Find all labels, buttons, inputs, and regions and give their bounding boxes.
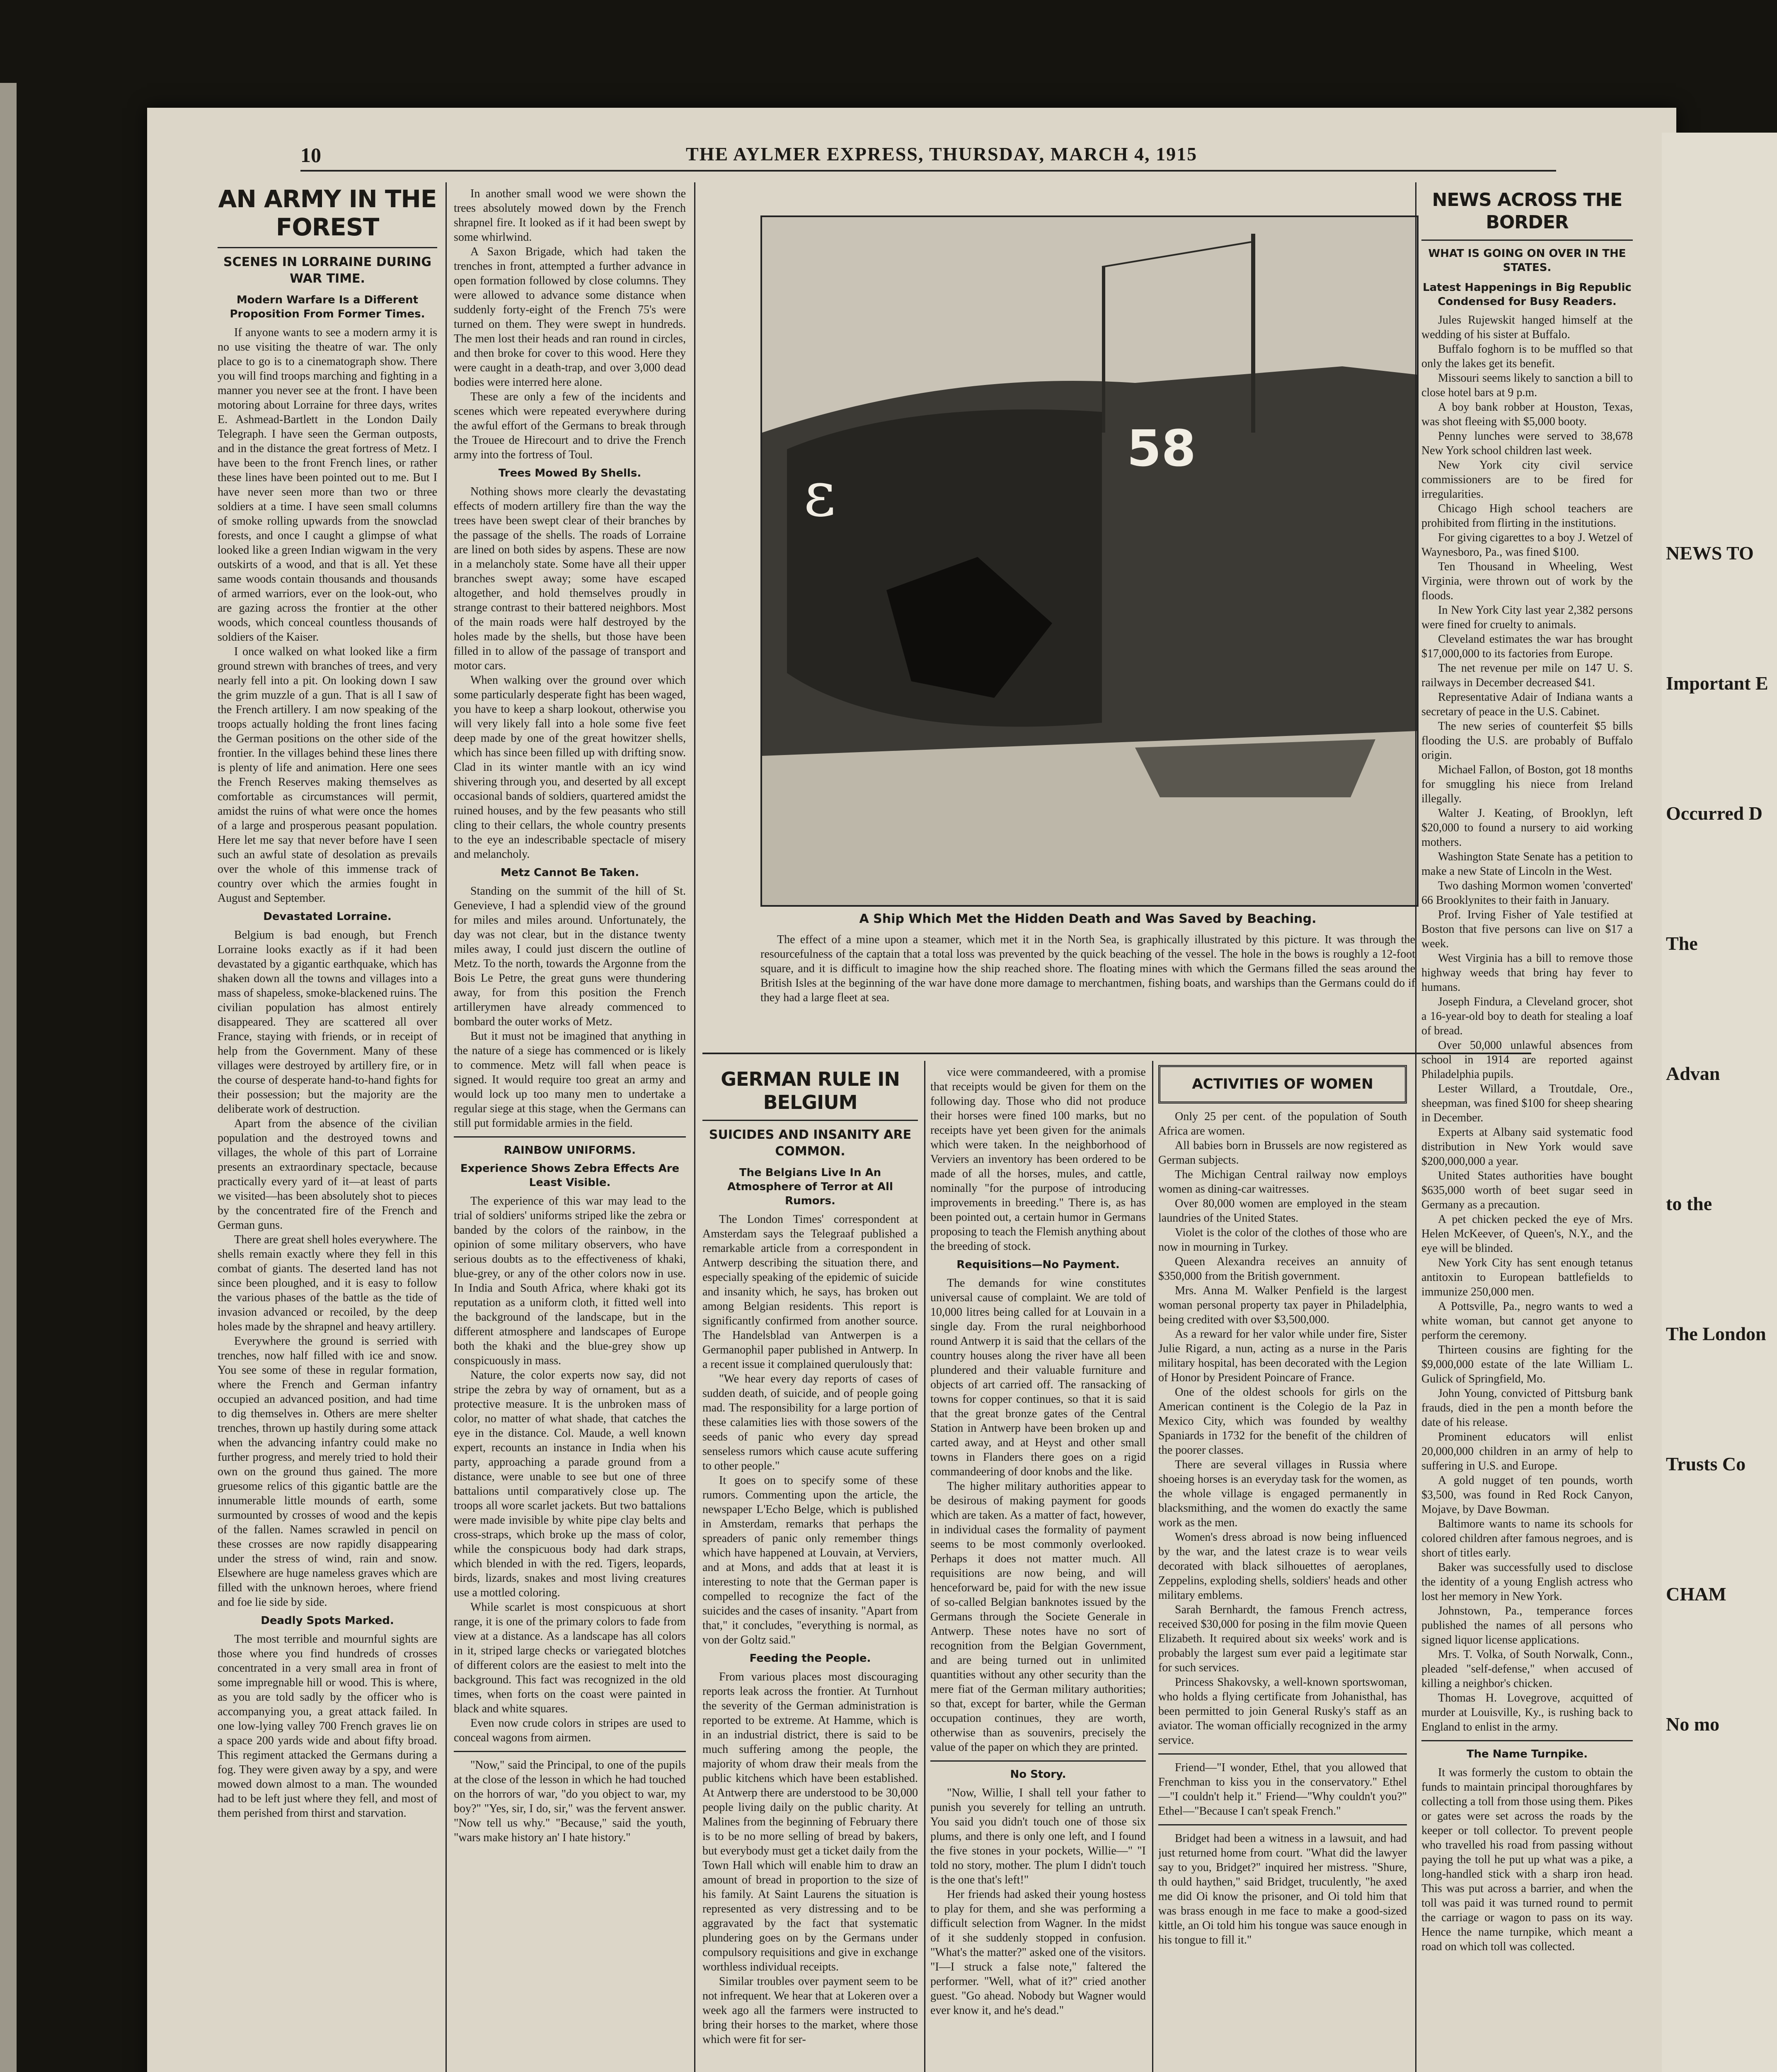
- news-item: Buffalo foghorn is to be muffled so that only the lakes get its benefit.: [1421, 343, 1633, 370]
- paragraph: The demands for wine constitutes universal cause of complaint. We are told of 10,000 litres being called for at Louvain in a single day. From the rural neighborhood round Antwerp it is said that the cellars of the country houses along the river have all been plundered and their valuable furniture and objects of art carried off. The ransacking of towns for copper continues, so that it is said that the great bronze gates of the Central Station in Antwerp have been broken up and carted away, and at Heyst and other small towns in Flanders there goes on a rigid commandeering of door knobs and the like.: [930, 1277, 1146, 1478]
- paragraph: "Now," said the Principal, to one of the pupils at the close of the lesson in which he had touched on the horrors of war, "do you object to war, my boy?" "Yes, sir, I do, sir," was the fervent answer. "Now tell us why." "Because," said the youth, "wars make history an' I hate history.": [454, 1759, 686, 1844]
- paragraph: It goes on to specify some of these rumors. Commenting upon the article, the newspaper L'Echo Belge, which is published in Amsterdam, remarks that perhaps the spreaders of panic only remember things which have happened at Louvain, at Verviers, and at Mons, and adds that at least it is interesting to note that the German paper is compelled to recognize the fact of the suicides and the cases of insanity. "Apart from that," it concludes, "everything is normal, as von der Goltz said.": [702, 1474, 918, 1646]
- paragraph: From various places most discouraging reports leak across the frontier. At Turnhout the severity of the German administration is reported to be extreme. At Hamme, which is in an industrial district, there is said to be much suffering among the people, the majority of whom draw their meals from the public kitchens which have been established. At Antwerp there are understood to be 30,000 people living daily on the public charity. At Malines from the beginning of February there is to be no more selling of bread by bakers, but everybody must get a ticket daily from the Town Hall which will enable him to draw an amount of bread in proportion to the size of his family. At Saint Laurens the situation is represented as very distressing and to be aggravated by the fact that systematic plundering goes on by the Germans under compulsory requisitions and give in exchange worthless individual receipts.: [702, 1670, 918, 1973]
- section-rule: [702, 1053, 1531, 1054]
- news-item: Thirteen cousins are fighting for the $9,000,000 estate of the late William L. Gulick of Springfield, Mo.: [1421, 1343, 1633, 1385]
- activities-of-women-title: ACTIVITIES OF WOMEN: [1158, 1065, 1407, 1104]
- paragraph: Her friends had asked their young hostess to play for them, and she was performing a difficult selection from Wagner. In the midst of it she suddenly stopped in confusion. "What's the matter?" asked one of the visitors. "I—I struck a false note," faltered the performer. "Well, what of it?" cried another guest. "Go ahead. Nobody but Wagner would ever know it, and he's dead.": [930, 1888, 1146, 2017]
- right-page-fragment-text: CHAM: [1666, 1583, 1726, 1605]
- right-page-fragment: [1662, 133, 1777, 2072]
- paragraph: Sarah Bernhardt, the famous French actress, received $30,000 for posing in the film movie Queen Elizabeth. It required about six weeks' work and is probably the largest sum ever paid a legitimate star for such services.: [1158, 1603, 1407, 1674]
- paragraph: When walking over the ground over which some particularly desperate fight has been waged, you have to keep a sharp lookout, otherwise you will very likely fall into a hole some five feet deep made by one of the great howitzer shells, which has since been filled up with drifting snow. Clad in its winter mantle with an icy wind shivering through you, and deserted by all except occasional bands of soldiers, quartered amidst the ruined houses, and by the few peasants who still cling to their cellars, the whole country presents to the eye an indescribable spectacle of misery and melancholy.: [454, 674, 686, 861]
- news-item: West Virginia has a bill to remove those highway weeds that bring hay fever to humans.: [1421, 952, 1633, 994]
- column-divider: [1415, 182, 1416, 2072]
- headline-german-rule: GERMAN RULE IN BELGIUM: [721, 1068, 900, 1113]
- right-page-fragment-text: Occurred D: [1666, 803, 1762, 824]
- paragraph: Mrs. Anna M. Walker Penfield is the largest woman personal property tax payer in Philadelphia, being credited with over $3,500,000.: [1158, 1284, 1407, 1326]
- section-heading: The Name Turnpike.: [1466, 1748, 1588, 1760]
- news-item: A pet chicken pecked the eye of Mrs. Helen McKeever, of Queen's, N.Y., and the eye will be blinded.: [1421, 1213, 1633, 1255]
- news-item: Johnstown, Pa., temperance forces published the names of all persons who signed liquor license applications.: [1421, 1605, 1633, 1646]
- paragraph: Only 25 per cent. of the population of South Africa are women.: [1158, 1110, 1407, 1138]
- paragraph: The experience of this war may lead to the trial of soldiers' uniforms striped like the zebra or banded by the colors of the rainbow, in the opinion of some military observers, who have serious doubts as to the effectiveness of khaki, blue-grey, or any of the other colors now in use. In India and South Africa, where khaki got its reputation as a uniform cloth, it fitted well into the background of the landscape, but in the different atmosphere and landscapes of Europe both the khaki and the blue-grey show up conspicuously in mass.: [454, 1195, 686, 1367]
- news-item: Ten Thousand in Wheeling, West Virginia, were thrown out of work by the floods.: [1421, 560, 1633, 602]
- paragraph: "Now, Willie, I shall tell your father to punish you severely for telling an untruth. You said you didn't touch one of those six plums, and there is only one left, and I found the five stones in your pockets, Willie—" "I told no story, mother. The plum I didn't touch is the one that's left!": [930, 1786, 1146, 1886]
- headline-army-forest: AN ARMY IN THE FOREST: [218, 185, 437, 241]
- news-item: John Young, convicted of Pittsburg bank frauds, died in the pen a month before the date of his release.: [1421, 1387, 1633, 1429]
- right-page-fragment-text: Important E: [1666, 673, 1768, 694]
- news-item: Walter J. Keating, of Brooklyn, left $20,000 to found a nursery to aid working mothers.: [1421, 807, 1633, 849]
- news-item: A Pottsville, Pa., negro wants to wed a white woman, but cannot get anyone to perform the ceremony.: [1421, 1300, 1633, 1342]
- news-item: A boy bank robber at Houston, Texas, was shot fleeing with $5,000 booty.: [1421, 401, 1633, 428]
- paragraph: But it must not be imagined that anything in the nature of a siege has commenced or is likely to commence. Metz will fall when peace is signed. It would require too great an army and would lock up too many men to undertake a regular siege at this stage, when the Germans can still put formidable armies in the field.: [454, 1030, 686, 1130]
- paragraph: These are only a few of the incidents and scenes which were repeated everywhere during the awful effort of the Germans to break through the Trouee de Hirecourt and to drive the French army into the fortress of Toul.: [454, 390, 686, 461]
- rule: [1158, 1753, 1407, 1755]
- column-german-rule-continued: [930, 1065, 1146, 2072]
- section-heading: Metz Cannot Be Taken.: [500, 867, 639, 879]
- news-item: A gold nugget of ten pounds, worth $3,500, was found in Red Rock Canyon, Mojave, by Dave Bowman.: [1421, 1474, 1633, 1516]
- section-heading: RAINBOW UNIFORMS.: [504, 1144, 636, 1157]
- rule: [454, 1136, 686, 1138]
- paragraph: In another small wood we were shown the trees absolutely mowed down by the French shrapnel fire. It looked as if it had been swept by some whirlwind.: [454, 187, 686, 244]
- paragraph: Apart from the absence of the civilian population and the destroyed towns and villages, the whole of this part of Lorraine presents an extraordinary spectacle, because practically every yard of it—at least of parts we visited—has been absolutely shot to pieces by the concentrated fire of the French and German guns.: [218, 1117, 437, 1232]
- section-heading: No Story.: [1010, 1768, 1066, 1781]
- paragraph: Even now crude colors in stripes are used to conceal wagons from airmen.: [454, 1717, 686, 1744]
- hull-number: 58: [1127, 420, 1196, 478]
- rule: [218, 247, 437, 248]
- column-divider: [445, 182, 447, 2072]
- subhead: Modern Warfare Is a Different Proposition From Former Times.: [230, 294, 425, 320]
- paragraph: A Saxon Brigade, which had taken the trenches in front, attempted a further advance in open formation followed by close columns. They were allowed to advance some distance when suddenly forty-eight of the French 75's were turned on them. They were swept in hundreds. The men lost their heads and ran round in circles, and then broke for cover to this wood. Here they were caught in a death-trap, and over 3,000 dead bodies were interred here alone.: [454, 245, 686, 389]
- paragraph: The London Times' correspondent at Amsterdam says the Telegraaf published a remarkable article from a correspondent in Antwerp describing the situation there, and especially speaking of the epidemic of suicide and insanity which, he says, has broken out among Belgian residents. This report is significantly confirmed from another source. The Handelsblad van Antwerpen is a Germanophil paper published in Antwerp. In a recent issue it complained querulously that:: [702, 1213, 918, 1371]
- column-army-continued: [454, 186, 686, 2072]
- subhead: Latest Happenings in Big Republic Condensed for Busy Readers.: [1423, 281, 1632, 308]
- rule: [702, 1120, 918, 1121]
- subhead: SCENES IN LORRAINE DURING WAR TIME.: [223, 255, 431, 286]
- right-page-fragment-text: to the: [1666, 1193, 1712, 1214]
- right-page-fragment-text: Advan: [1666, 1063, 1720, 1084]
- paragraph: Nothing shows more clearly the devastating effects of modern artillery fire than the way the trees have been swept clear of their branches by the passage of the shells. The roads of Lorraine are lined on both sides by aspens. These are now in a melancholy state. Some have all their upper branches swept away; some have escaped altogether, and hold themselves proudly in strange contrast to their battered neighbors. Most of the main roads were half destroyed by the holes made by the shells, but those have been filled in to allow of the passage of transport and motor cars.: [454, 485, 686, 672]
- section-heading: Feeding the People.: [749, 1652, 871, 1665]
- bow-emblem: ɛ: [804, 458, 836, 530]
- news-item: Joseph Findura, a Cleveland grocer, shot a 16-year-old boy to death for stealing a loaf of bread.: [1421, 995, 1633, 1037]
- masthead-rule: [300, 170, 1556, 172]
- rule: [1158, 1824, 1407, 1825]
- news-item: Baltimore wants to name its schools for colored children after famous negroes, and is short of titles early.: [1421, 1518, 1633, 1559]
- subhead: SUICIDES AND INSANITY ARE COMMON.: [709, 1128, 912, 1159]
- ship-illustration: [760, 215, 1419, 907]
- paragraph: As a reward for her valor while under fire, Sister Julie Rigard, a nun, acting as a nurse in the Paris military hospital, has been decorated with the Legion of Honor by President Poincare of France.: [1158, 1328, 1407, 1384]
- paragraph: The Michigan Central railway now employs women as dining-car waitresses.: [1158, 1168, 1407, 1196]
- paragraph: All babies born in Brussels are now registered as German subjects.: [1158, 1139, 1407, 1167]
- news-item: The net revenue per mile on 147 U. S. railways in December decreased $41.: [1421, 662, 1633, 689]
- section-heading: Requisitions—No Payment.: [956, 1259, 1120, 1271]
- news-item: Mrs. T. Volka, of South Norwalk, Conn., pleaded "self-defense," when accused of killing a neighbor's chicken.: [1421, 1648, 1633, 1690]
- right-page-text: [1662, 133, 1777, 1739]
- right-page-fragment-text: The: [1666, 933, 1698, 954]
- paragraph: The most terrible and mournful sights are those where you find hundreds of crosses concentrated in a very small area in front of some impregnable hill or wood. This is where, as you are told sadly by the officer who is accompanying you, a great attack failed. In one low-lying valley 700 French graves lie on a space 200 yards wide and about fifty broad. This regiment attacked the Germans during a fog. They were given away by a spy, and were mowed down almost to a man. The wounded had to be left just where they fell, and most of them perished from thirst and starvation.: [218, 1633, 437, 1820]
- paragraph: I once walked on what looked like a firm ground strewn with branches of trees, and very nearly fell into a pit. On looking down I saw the grim muzzle of a gun. That is all I saw of the French artillery. I am now speaking of the troops actually holding the front lines facing the German positions on the other side of the frontier. In the villages behind these lines there is plenty of life and animation. Here one sees the French Reserves making themselves as comfortable as circumstances will permit, amidst the ruins of what were once the homes of a large and prosperous peasant population. Here let me say that never before have I seen such an awful state of desolation as prevails over the whole of this immense track of country over which the armies fought in August and September.: [218, 645, 437, 905]
- news-item: Missouri seems likely to sanction a bill to close hotel bars at 9 p.m.: [1421, 372, 1633, 399]
- paragraph: "We hear every day reports of cases of sudden death, of suicide, and of people going mad. The responsibility for a large portion of these calamities lies with those sowers of the seeds of panic who every day spread senseless rumors which cause acute suffering to other people.": [702, 1372, 918, 1472]
- rule: [1421, 240, 1633, 241]
- right-page-fragment-text: No mo: [1666, 1714, 1720, 1735]
- news-item: United States authorities have bought $635,000 worth of beet sugar seed in Germany as a precaution.: [1421, 1169, 1633, 1211]
- column-divider: [924, 1061, 925, 2072]
- column-german-rule: [702, 1065, 918, 2072]
- news-item: New York city civil service commissioners are to be fired for irregularities.: [1421, 459, 1633, 501]
- news-item: Jules Rujewskit hanged himself at the wedding of his sister at Buffalo.: [1421, 314, 1633, 341]
- headline-news-across-border: NEWS ACROSS THE BORDER: [1432, 189, 1622, 233]
- illustration-body: The effect of a mine upon a steamer, which met it in the North Sea, is graphically illustrated by this picture. It was through the resourcefulness of the captain that a total loss was prevented by the quick beaching of the vessel. The hole in the bows is roughly a 12-foot square, and it is difficult to imagine how the ship reached shore. The floating mines with which the Germans filled the seas around the British Isles at the beginning of the war have done more damage to merchantmen, fishing boats, and warships than the Germans could do if they had a large fleet at sea.: [760, 933, 1415, 1004]
- column-news-across-border: [1421, 186, 1633, 2072]
- subhead: Experience Shows Zebra Effects Are Least Visible.: [460, 1162, 680, 1189]
- section-heading: Deadly Spots Marked.: [261, 1615, 394, 1627]
- rule: [454, 1751, 686, 1752]
- rule: [930, 1760, 1146, 1762]
- column-divider: [1152, 1061, 1153, 2072]
- ship-drawing: [762, 217, 1417, 905]
- news-item: Lester Willard, a Troutdale, Ore., sheepman, was fined $100 for sheep shearing in December.: [1421, 1082, 1633, 1124]
- news-items-list: [1421, 313, 1633, 1734]
- news-item: Prof. Irving Fisher of Yale testified at Boston that five persons can live on $17 a week.: [1421, 908, 1633, 950]
- paragraph: There are several villages in Russia where shoeing horses is an everyday task for the women, as the whole village is engaged permanently in blacksmithing, and the women do exactly the same work as the men.: [1158, 1458, 1407, 1529]
- paragraph: vice were commandeered, with a promise that receipts would be given for them on the following day. Those who did not produce their horses were fined 100 marks, but no receipts have yet been given for the animals which were taken. In the neighborhood of Verviers an inventory has been ordered to be made of all the horses, mules, and cattle, nominally "for the purpose of introducing improvements in breeding." There is, as has been pointed out, a certain humor in Germans proposing to teach the Flemish anything about the breeding of stock.: [930, 1066, 1146, 1253]
- news-item: For giving cigarettes to a boy J. Wetzel of Waynesboro, Pa., was fined $100.: [1421, 531, 1633, 559]
- paragraph: Friend—"I wonder, Ethel, that you allowed that Frenchman to kiss you in the conservatory." Ethel—"I couldn't help it." Friend—"Why couldn't you?" Ethel—"Because I can't speak French.": [1158, 1761, 1407, 1818]
- column-activities-of-women: [1158, 1065, 1407, 2072]
- paragraph: Similar troubles over payment seem to be not infrequent. We hear that at Lokeren over a week ago all the farmers were instructed to bring their horses to the market, where those which were fit for ser-: [702, 1975, 918, 2046]
- news-item: Thomas H. Lovegrove, acquitted of murder at Louisville, Ky., is rushing back to England to enlist in the army.: [1421, 1692, 1633, 1733]
- news-item: Washington State Senate has a petition to make a new State of Lincoln in the West.: [1421, 850, 1633, 878]
- paragraph: Queen Alexandra receives an annuity of $350,000 from the British government.: [1158, 1255, 1407, 1283]
- paragraph: Belgium is bad enough, but French Lorraine looks exactly as if it had been devastated by a gigantic earthquake, which has shaken down all the towns and villages into a mass of shapeless, smoke-blackened ruins. The civilian population has almost entirely disappeared. They are scattered all over France, staying with friends, or in receipt of help from the Government. Many of these villages were destroyed by artillery fire, or in the course of desperate hand-to-hand fights for their possession; but the majority are the deliberate work of destruction.: [218, 929, 437, 1116]
- news-item: Michael Fallon, of Boston, got 18 months for smuggling his niece from Ireland illegally.: [1421, 763, 1633, 805]
- newspaper-page: [147, 108, 1676, 2072]
- column-divider: [694, 182, 695, 2072]
- paragraph: Bridget had been a witness in a lawsuit, and had just returned home from court. "What did the lawyer say to you, Bridget?" inquired her mistress. "Shure, th ould haythen," said Bridget, truculently, "he axed me did Oi know the prisoner, and Oi told him that was brass enough in me face to make a good-sized kittle, an Oi told him his tongue was sauce enough in his tongue to fill it.": [1158, 1832, 1407, 1946]
- paragraph: Over 80,000 women are employed in the steam laundries of the United States.: [1158, 1197, 1407, 1225]
- news-item: Chicago High school teachers are prohibited from flirting in the institutions.: [1421, 502, 1633, 530]
- column-army-in-forest: [218, 182, 437, 2072]
- news-item: Prominent educators will enlist 20,000,000 children in an army of help to suffering in U.S. and Europe.: [1421, 1431, 1633, 1472]
- paragraph: Everywhere the ground is serried with trenches, now half filled with ice and snow. You see some of these in regular formation, where the French and German infantry occupied an advanced position, and had time to dig themselves in. Others are mere shelter trenches, thrown up hastily during some attack when the advancing infantry could make no further progress, and merely tried to hold their own on the ground thus gained. The more gruesome relics of this gigantic battle are the innumerable little mounds of earth, some surmounted by crosses of wood and the kepis of the fallen. Names scrawled in pencil on these crosses are now rapidly disappearing under the stress of wind, rain and snow. Elsewhere are huge nameless graves which are filled with the unknown heroes, where friend and foe lie side by side.: [218, 1335, 437, 1609]
- paragraph: Princess Shakovsky, a well-known sportswoman, who holds a flying certificate from Johanisthal, has been permitted to join General Rusky's staff as an aviator. The woman officially recognized in the army service.: [1158, 1676, 1407, 1747]
- news-item: Penny lunches were served to 38,678 New York school children last week.: [1421, 430, 1633, 457]
- page-number: 10: [300, 143, 321, 167]
- paragraph: There are great shell holes everywhere. The shells remain exactly where they fell in this combat of giants. The deserted land has not since been ploughed, and it is easy to follow the various phases of the battle as the tide of invasion advanced or recoiled, by the deep holes made by the shrapnel and heavy artillery.: [218, 1233, 437, 1333]
- news-item: Cleveland estimates the war has brought $17,000,000 to its factories from Europe.: [1421, 633, 1633, 660]
- news-item: Baker was successfully used to disclose the identity of a young English actress who lost her memory in New York.: [1421, 1561, 1633, 1603]
- news-item: New York City has sent enough tetanus antitoxin to European battlefields to immunize 250,000 men.: [1421, 1256, 1633, 1298]
- subhead: The Belgians Live In An Atmosphere of Terror at All Rumors.: [727, 1167, 893, 1207]
- news-item: Over 50,000 unlawful absences from school in 1914 are reported against Philadelphia pupils.: [1421, 1039, 1633, 1081]
- subhead: WHAT IS GOING ON OVER IN THE STATES.: [1428, 247, 1626, 274]
- paragraph: Standing on the summit of the hill of St. Genevieve, I had a splendid view of the ground for miles and miles around. Unfortunately, the day was not clear, but in the distance twenty miles away, I could just discern the outline of Metz. To the north, towards the Argonne from the Bois Le Petre, the great guns were thundering away, for from this position the French artillerymen have already commenced to bombard the outer works of Metz.: [454, 885, 686, 1028]
- right-page-fragment-text: Trusts Co: [1666, 1453, 1746, 1474]
- paragraph: It was formerly the custom to obtain the funds to maintain principal thoroughfares by collecting a toll from those using them. Pikes or gates were set across the roads by the keeper or toll collector. To prevent people who travelled his road from passing without paying the toll he put up what was a pike, a long-handled stick with a sharp iron head. This was put across a barrier, and when the toll was paid it was turned round to permit the carriage or wagon to pass on its way. Hence the name turnpike, which meant a road on which toll was collected.: [1421, 1766, 1633, 1953]
- news-item: Experts at Albany said systematic food distribution in New York would save $200,000,000 a year.: [1421, 1126, 1633, 1168]
- paragraph: If anyone wants to see a modern army it is no use visiting the theatre of war. The only place to go is to a cinematograph show. There you will find troops marching and fighting in a manner you never see at the front. I have been motoring about Lorraine for three days, writes E. Ashmead-Bartlett in the London Daily Telegraph. I have seen the German outposts, and in the distance the great fortress of Metz. I have been to the front French lines, or rather these lines have been pointed out to me. But I have never seen more than two or three soldiers at a time. I have seen small columns of smoke rolling upwards from the snowclad forests, and once I caught a glimpse of what looked like a green Indian wigwam in the very outskirts of a wood, and that is all. Yet these same woods contain thousands and thousands of armed warriors, ever on the look-out, who are gazing across the frontier at the other woods, which conceal countless thousands of soldiers of the Kaiser.: [218, 326, 437, 644]
- section-heading: Devastated Lorraine.: [263, 910, 392, 923]
- paragraph: The higher military authorities appear to be desirous of making payment for goods which are taken. As a matter of fact, however, in individual cases the formality of payment seems to be most commonly overlooked. Perhaps it does not matter much. All requisitions are now being, and will henceforward be, paid for with the new issue of so-called Belgian banknotes issued by the Germans through the Societe Generale in Antwerp. These notes have no sort of recognition from the Belgian Government, and are being turned out in unlimited quantities without any other security than the mere fiat of the German military authorities; so that, except for barter, while the German occupation continues, they are worth, otherwise than as souvenirs, precisely the value of the paper on which they are printed.: [930, 1480, 1146, 1754]
- right-page-fragment-text: NEWS TO: [1666, 542, 1754, 564]
- rule: [1421, 1740, 1633, 1741]
- news-item: Representative Adair of Indiana wants a secretary of peace in the U.S. Cabinet.: [1421, 691, 1633, 718]
- paragraph: Nature, the color experts now say, did not stripe the zebra by way of ornament, but as a protective measure. It is the unbroken mass of color, no matter of what shade, that catches the eye in the distance. Col. Maude, a well known expert, recounts an instance in India when his party, approaching a parade ground from a distance, were unable to see but one of three battalions until comparatively close up. The troops all wore scarlet jackets. But two battalions were made invisible by white pipe clay belts and cross-straps, which broke up the mass of color, while the conspicuous body had dark straps, which blended in with the red. Tigers, leopards, birds, lizards, snakes and most living creatures use a mottled coloring.: [454, 1369, 686, 1599]
- paragraph: One of the oldest schools for girls on the American continent is the Colegio de la Paz in Mexico City, which was founded by wealthy Spaniards in 1732 for the benefit of the children of the poorer classes.: [1158, 1386, 1407, 1457]
- right-page-fragment-text: The London: [1666, 1323, 1766, 1344]
- illustration-caption: A Ship Which Met the Hidden Death and Was Saved by Beaching.: [859, 912, 1317, 926]
- section-heading: Trees Mowed By Shells.: [498, 467, 642, 479]
- masthead-title: THE AYLMER EXPRESS, THURSDAY, MARCH 4, 1915: [686, 143, 1198, 165]
- paragraph: Violet is the color of the clothes of those who are now in mourning in Turkey.: [1158, 1226, 1407, 1254]
- paragraph: While scarlet is most conspicuous at short range, it is one of the primary colors to fade from view at a distance. As a landscape has all colors in it, striped large checks or variegated blotches of different colors are the easiest to melt into the background. This fact was recognized in the old times, when forts on the coast were painted in black and white squares.: [454, 1601, 686, 1715]
- news-item: Two dashing Mormon women 'converted' 66 Brooklynites to their faith in January.: [1421, 879, 1633, 907]
- paragraph: Women's dress abroad is now being influenced by the war, and the latest craze is to wear veils decorated with black silhouettes of aeroplanes, Zeppelins, exploding shells, soldiers' heads and other military emblems.: [1158, 1531, 1407, 1602]
- news-item: The new series of counterfeit $5 bills flooding the U.S. are probably of Buffalo origin.: [1421, 720, 1633, 762]
- left-page-edge: [0, 83, 17, 2072]
- news-item: In New York City last year 2,382 persons were fined for cruelty to animals.: [1421, 604, 1633, 631]
